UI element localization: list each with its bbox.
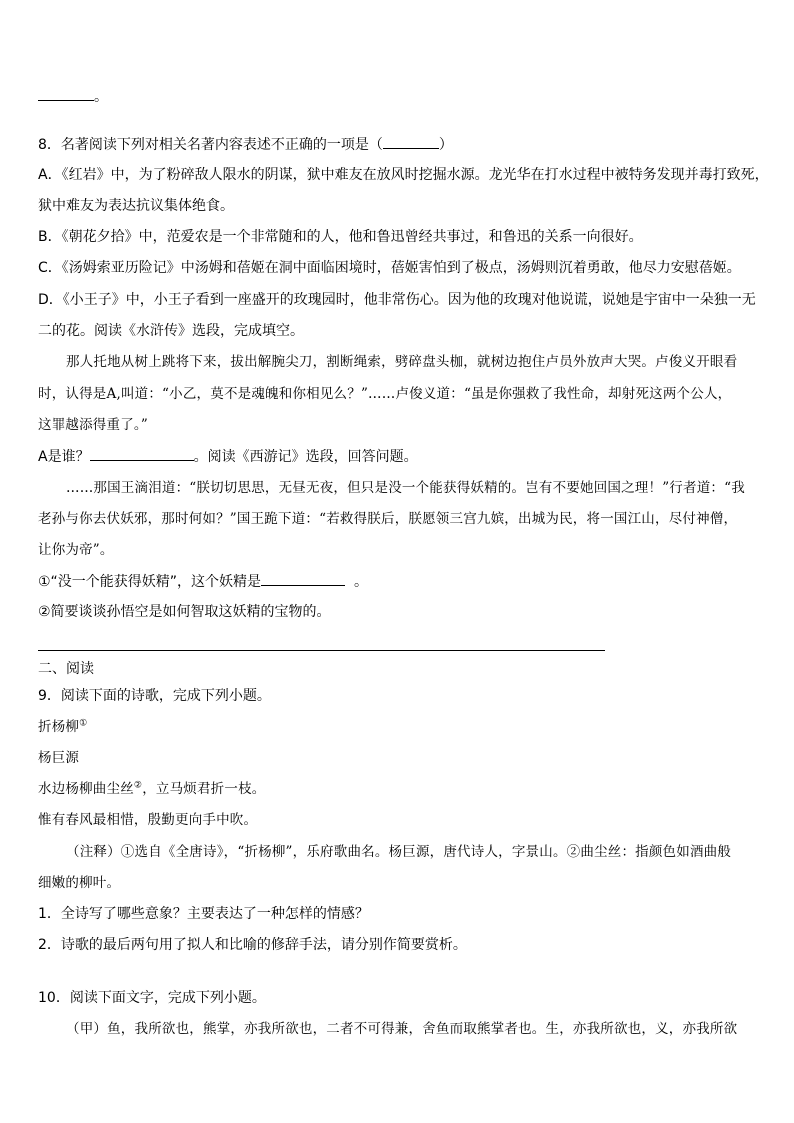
answer-line bbox=[38, 650, 605, 651]
poem-notes-line2: 细嫩的柳叶。 bbox=[38, 875, 121, 891]
poem-title: 折杨柳① bbox=[38, 718, 88, 735]
q8-answer-blank bbox=[383, 134, 439, 149]
xiyou-question-2: ②简要谈谈孙悟空是如何智取这妖精的宝物的。 bbox=[38, 604, 331, 620]
q10-passage-line1: （甲）鱼，我所欲也，熊掌，亦我所欲也，二者不可得兼，舍鱼而取熊掌者也。生，亦我所欲也，义，亦我所欲 bbox=[66, 1021, 738, 1037]
poem-author: 杨巨源 bbox=[38, 750, 80, 766]
answer-blank-line bbox=[38, 86, 762, 107]
q8-option-d-line1: D．《小王子》中，小王子看到一座盛开的玫瑰园时，他非常伤心。因为他的玫瑰对他说谎，说她是宇宙中一朵独一无 bbox=[38, 292, 756, 308]
q9-subquestion-2: 2．诗歌的最后两句用了拟人和比喻的修辞手法，请分别作简要赏析。 bbox=[38, 937, 467, 953]
xiyou-excerpt-line1: ……那国王滴泪道：“朕切切思思，无昼无夜，但只是没一个能获得妖精的。岂有不要她回国之理！”行者道：“我 bbox=[66, 480, 745, 496]
poem-line-2: 惟有春风最相惜，殷勤更向手中吹。 bbox=[38, 812, 258, 828]
footnote-marker: ② bbox=[133, 780, 143, 791]
q8-option-a-line2: 狱中难友为表达抗议集体绝食。 bbox=[38, 198, 234, 214]
xiyou-excerpt-line2: 老孙与你去伏妖邪，那时何如？”国王跪下道：“若救得朕后，朕愿领三宫九嫔，出城为民，将一国江山，尽付神僧， bbox=[38, 511, 738, 527]
xiyou-question-1: ①“没一个能获得妖精”，这个妖精是 。 bbox=[38, 571, 762, 592]
q10-stem: 10．阅读下面文字，完成下列小题。 bbox=[38, 990, 266, 1006]
poem-notes-line1: （注释）①选自《全唐诗》，“折杨柳”，乐府歌曲名。杨巨源，唐代诗人，字景山。②曲尘丝：指颜色如酒曲般 bbox=[66, 844, 732, 860]
q8-stem: 8．名著阅读下列对相关名著内容表述不正确的一项是（ ） bbox=[38, 134, 762, 155]
section-heading: 二、阅读 bbox=[38, 661, 94, 677]
shuihu-question: A是谁？ 。阅读《西游记》选段，回答问题。 bbox=[38, 446, 762, 467]
answer-blank bbox=[38, 86, 94, 101]
shuihu-answer-blank bbox=[90, 446, 194, 461]
q9-subquestion-1: 1．全诗写了哪些意象？主要表达了一种怎样的情感？ bbox=[38, 906, 369, 922]
shuihu-excerpt-line1: 那人托地从树上跳将下来，拔出解腕尖刀，割断绳索，劈碎盘头枷，就树边抱住卢员外放声大哭。卢俊义开眼看 bbox=[66, 354, 738, 370]
q9-stem: 9．阅读下面的诗歌，完成下列小题。 bbox=[38, 688, 271, 704]
xiyou-excerpt-line3: 让你为帝”。 bbox=[38, 542, 114, 558]
xiyou-answer-blank bbox=[261, 571, 345, 586]
q8-option-c: C．《汤姆索亚历险记》中汤姆和蓓姬在洞中面临困境时，蓓姬害怕到了极点，汤姆则沉着勇敢，他尽力安慰蓓姬。 bbox=[38, 260, 741, 276]
shuihu-excerpt-line3: 这罪越添得重了。” bbox=[38, 417, 148, 433]
shuihu-excerpt-line2: 时，认得是A,叫道：“小乙，莫不是魂魄和你相见么？”……卢俊义道：“虽是你强救了我性命，却射死这两个公人， bbox=[38, 386, 732, 402]
blank-suffix: 。 bbox=[94, 89, 108, 105]
footnote-marker: ① bbox=[79, 718, 88, 729]
q8-option-b: B．《朝花夕拾》中，范爱农是一个非常随和的人，他和鲁迅曾经共事过，和鲁迅的关系一向很好。 bbox=[38, 229, 643, 245]
q8-option-d-line2: 二的花。阅读《水浒传》选段，完成填空。 bbox=[38, 323, 304, 339]
q8-option-a-line1: A．《红岩》中，为了粉碎敌人限水的阴谋，狱中难友在放风时挖掘水源。龙光华在打水过程中被特务发现并毒打致死， bbox=[38, 167, 769, 183]
poem-line-1: 水边杨柳曲尘丝②，立马烦君折一枝。 bbox=[38, 780, 266, 797]
